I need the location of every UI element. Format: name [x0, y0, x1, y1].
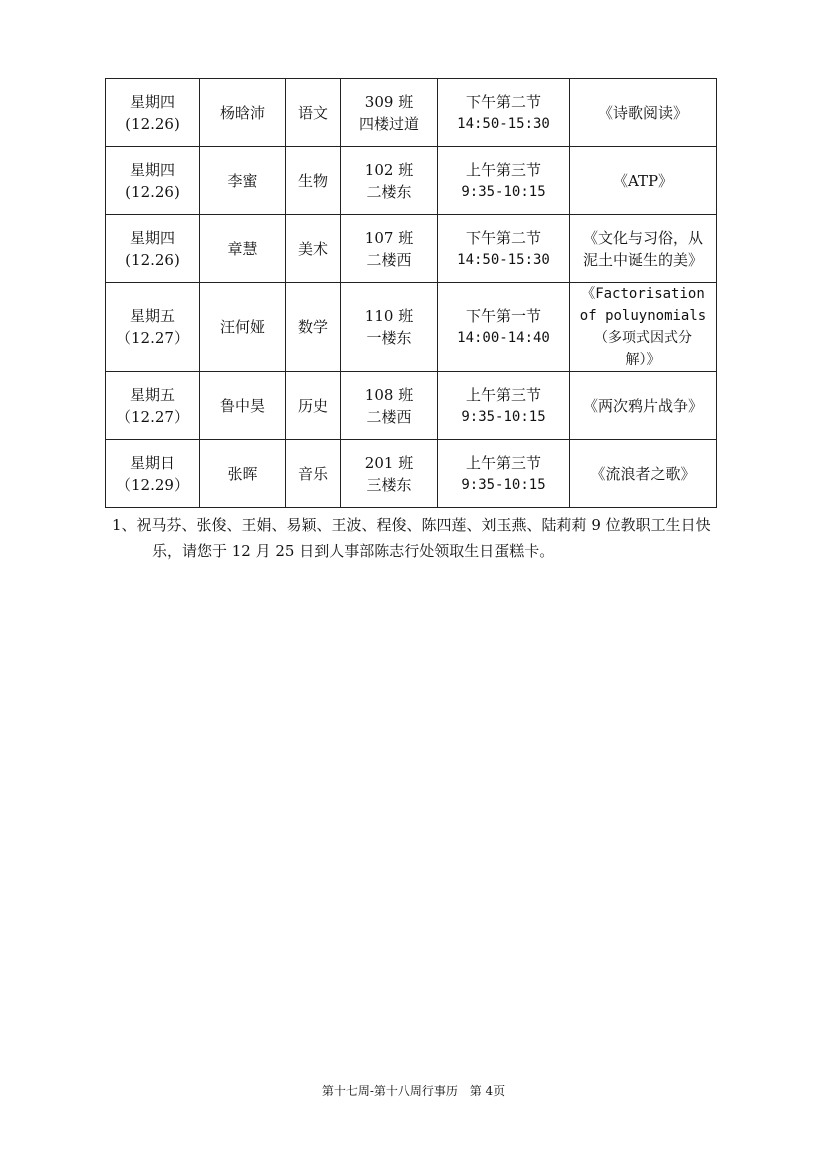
footer-title: 第十七周-第十八周行事历 — [321, 1084, 458, 1098]
teacher-cell — [200, 79, 286, 147]
class-cell — [341, 372, 438, 440]
day-cell-line: (12.26) — [125, 250, 180, 269]
teacher-cell-line: 李蜜 — [227, 171, 258, 190]
topic-cell — [570, 147, 717, 215]
time-range: 14:50-15:30 — [457, 251, 550, 268]
topic-cell-line: 《流浪者之歌》 — [590, 464, 696, 483]
class-cell-line: 110 班 — [364, 307, 414, 325]
time-cell — [438, 147, 570, 215]
topic-cell-line: （多项式因式分 — [594, 330, 692, 346]
time-cell-line: 上午第三节 — [465, 160, 541, 179]
teacher-cell — [200, 147, 286, 215]
class-cell-line: 108 班 — [364, 385, 414, 404]
table-row — [106, 215, 717, 283]
time-cell — [438, 283, 570, 372]
topic-cell-line: 《Factorisation — [581, 286, 705, 302]
class-cell — [341, 79, 438, 147]
teacher-cell-line: 章慧 — [227, 239, 258, 258]
topic-cell — [570, 283, 717, 372]
subject-cell — [286, 372, 341, 440]
topic-cell-line: 《ATP》 — [612, 171, 674, 190]
time-cell — [438, 215, 570, 283]
time-cell-line: 下午第一节 — [465, 307, 541, 325]
time-cell — [438, 440, 570, 508]
time-cell-line: 上午第三节 — [465, 385, 541, 404]
footer-page-number: 第 4页 — [469, 1084, 506, 1098]
topic-cell-line: 《文化与习俗，从 — [582, 228, 703, 247]
class-cell-line: 三楼东 — [366, 475, 412, 494]
time-range: 9:35-10:15 — [461, 408, 546, 425]
day-cell-line: 星期五 — [129, 385, 175, 404]
day-cell-line: 星期四 — [129, 160, 175, 179]
day-cell-line: （12.27） — [116, 329, 189, 347]
time-range: 9:35-10:15 — [461, 183, 546, 200]
class-cell-line: 102 班 — [364, 160, 414, 179]
table-row — [106, 283, 717, 372]
time-range: 14:00-14:40 — [457, 330, 550, 346]
topic-cell — [570, 215, 717, 283]
teacher-cell — [200, 440, 286, 508]
teacher-cell-line: 杨晗沛 — [219, 103, 265, 122]
topic-cell-line: 《两次鸦片战争》 — [582, 396, 703, 415]
subject-cell — [286, 147, 341, 215]
subject-cell-line: 生物 — [297, 171, 328, 190]
day-cell — [106, 79, 200, 147]
topic-cell-line: 解）》 — [625, 352, 661, 368]
time-range: 14:50-15:30 — [457, 115, 550, 132]
time-cell-line: 上午第三节 — [465, 453, 541, 472]
day-cell-line: 星期日 — [129, 453, 175, 472]
class-cell-line: 二楼东 — [366, 182, 412, 201]
class-cell-line: 四楼过道 — [358, 114, 419, 133]
subject-cell-line: 音乐 — [297, 464, 328, 483]
subject-cell — [286, 440, 341, 508]
class-cell-line: 二楼西 — [366, 407, 412, 426]
schedule-body — [106, 79, 717, 508]
day-cell — [106, 147, 200, 215]
table-row — [106, 79, 717, 147]
class-cell-line: 二楼西 — [366, 250, 412, 269]
subject-cell-line: 美术 — [297, 239, 328, 258]
table-row — [106, 372, 717, 440]
class-cell — [341, 283, 438, 372]
subject-cell — [286, 215, 341, 283]
day-cell — [106, 440, 200, 508]
teacher-cell — [200, 283, 286, 372]
time-cell-line: 下午第二节 — [465, 228, 541, 247]
time-cell — [438, 79, 570, 147]
day-cell-line: （12.29） — [116, 475, 189, 494]
day-cell-line: (12.26) — [125, 182, 180, 201]
teacher-cell-line: 鲁中昊 — [219, 396, 265, 415]
subject-cell-line: 历史 — [297, 396, 328, 415]
day-cell-line: 星期五 — [129, 307, 175, 325]
class-cell — [341, 215, 438, 283]
class-cell-line: 309 班 — [364, 92, 414, 111]
topic-cell — [570, 440, 717, 508]
teacher-cell — [200, 215, 286, 283]
class-cell-line: 一楼东 — [366, 329, 412, 347]
time-cell — [438, 372, 570, 440]
subject-cell-line: 数学 — [297, 318, 328, 336]
day-cell-line: (12.26) — [125, 114, 180, 133]
subject-cell — [286, 283, 341, 372]
topic-cell — [570, 372, 717, 440]
subject-cell — [286, 79, 341, 147]
teacher-cell — [200, 372, 286, 440]
table-row — [106, 440, 717, 508]
day-cell-line: （12.27） — [116, 407, 189, 426]
class-cell-line: 107 班 — [364, 228, 414, 247]
time-cell-line: 下午第二节 — [465, 92, 541, 111]
topic-cell-line: 泥土中诞生的美》 — [582, 250, 703, 269]
day-cell-line: 星期四 — [129, 92, 175, 111]
class-cell — [341, 147, 438, 215]
notes — [112, 512, 722, 564]
class-cell — [341, 440, 438, 508]
topic-cell-line: of poluynomials — [579, 308, 707, 324]
day-cell — [106, 372, 200, 440]
day-cell — [106, 215, 200, 283]
page-footer — [0, 1082, 827, 1099]
subject-cell-line: 语文 — [297, 103, 328, 122]
schedule-table — [105, 78, 717, 508]
class-cell-line: 201 班 — [364, 453, 414, 472]
day-cell — [106, 283, 200, 372]
time-range: 9:35-10:15 — [461, 476, 546, 493]
topic-cell — [570, 79, 717, 147]
table-row — [106, 147, 717, 215]
note-item: 1、祝马芬、张俊、王娟、易颖、王波、程俊、陈四莲、刘玉燕、陆莉莉 9 位教职工生日快乐，请您于 12 月 25 日到人事部陈志行处领取生日蛋糕卡。 — [112, 516, 711, 560]
teacher-cell-line: 汪何娅 — [219, 318, 265, 336]
topic-cell-line: 《诗歌阅读》 — [597, 103, 688, 122]
day-cell-line: 星期四 — [129, 228, 175, 247]
teacher-cell-line: 张晖 — [227, 464, 258, 483]
